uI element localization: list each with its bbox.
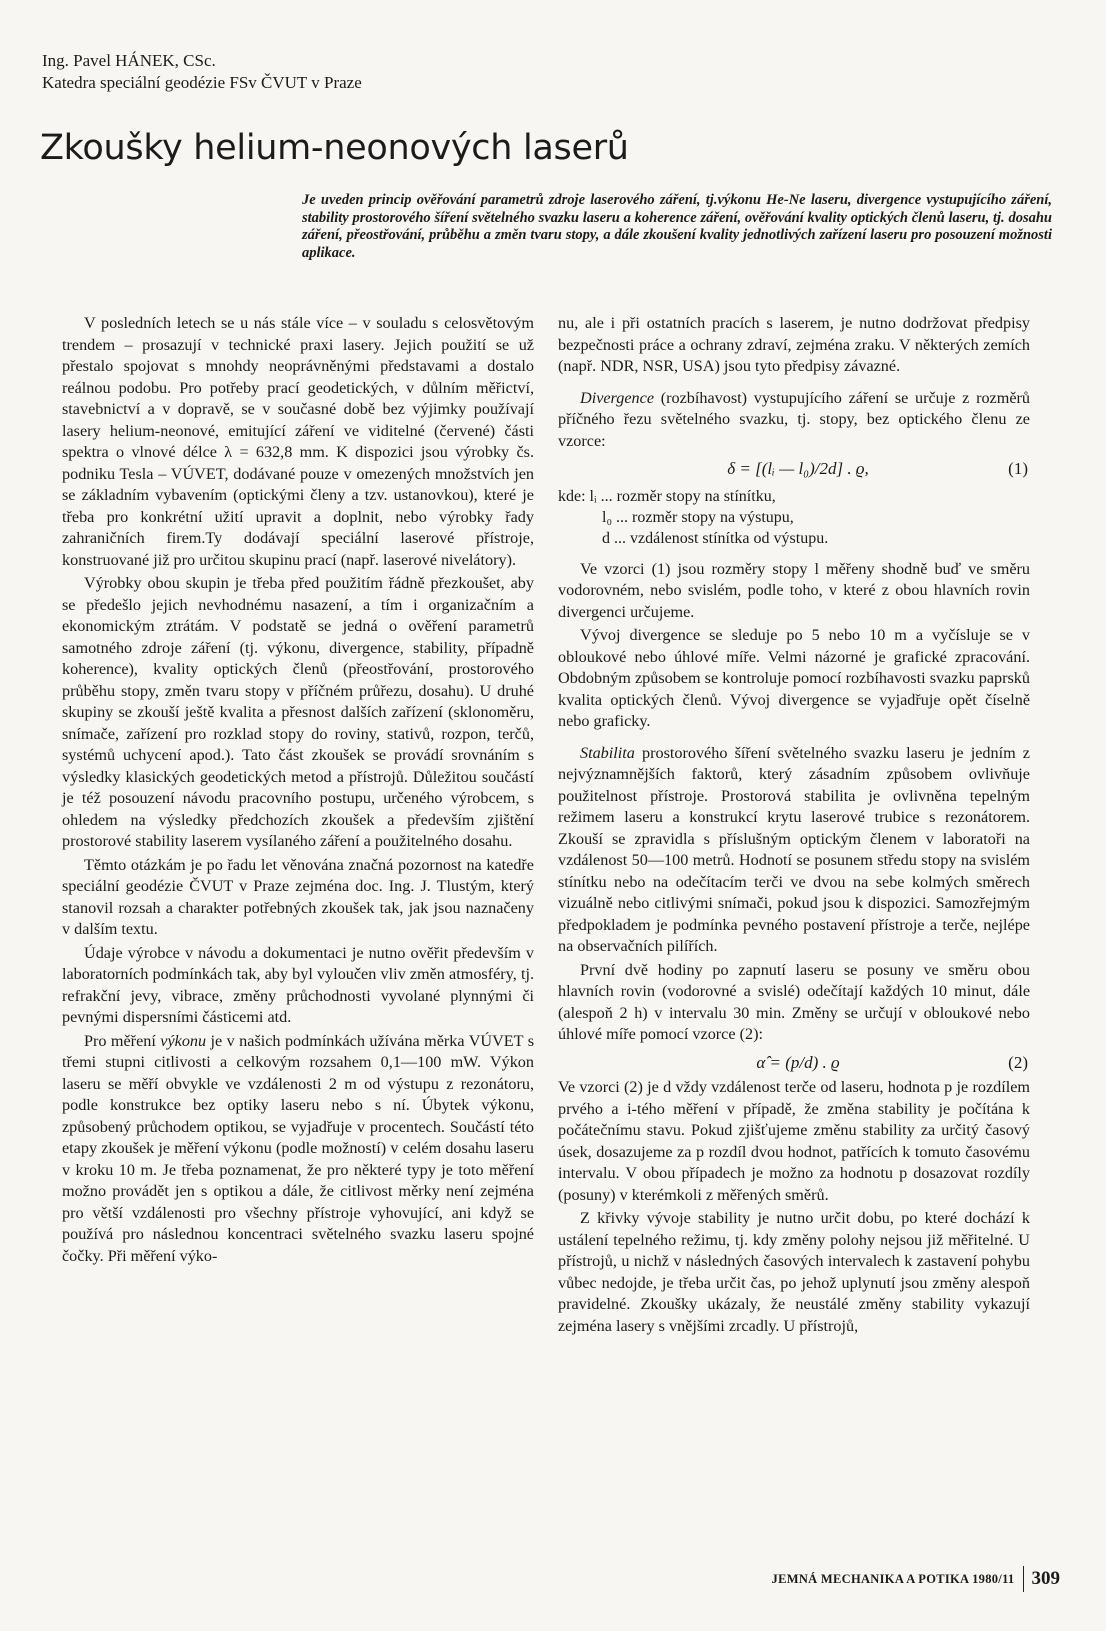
- legend-item: lᵢ ... rozměr stopy na stínítku,: [589, 487, 776, 505]
- term-divergence: Divergence: [580, 388, 654, 407]
- term-power: výkonu: [160, 1031, 207, 1050]
- right-column: [558, 313, 1030, 1339]
- paragraph: První dvě hodiny po zapnutí laseru se posuny ve směru obou hlavních rovin (vodorovné a svislé) odečítají každých 10 minut, dále (alespoň 2 h) v intervalu 30 min. Změny se určují v obloukové nebo úhlové míře pomocí vzorce (2):: [558, 960, 1030, 1043]
- paragraph: Vývoj divergence se sleduje po 5 nebo 10 m a vyčísluje se v obloukové nebo úhlové míře. Velmi názorné je grafické zpracování. Obdobným způsobem se kontroluje pomocí rozbíhavosti svazku paprsků kvalita optických členů. Vývoj divergence se vyjadřuje opět číselně nebo graficky.: [558, 626, 1030, 730]
- paragraph: Těmto otázkám je po řadu let věnována značná pozornost na katedře speciální geodézie ČVUT v Praze zejména doc. Ing. J. Tlustým, který stanovil rozsah a charakter potřebných zkoušek tak, jak jsou naznačeny v dalším textu.: [62, 855, 534, 938]
- paragraph: nu, ale i při ostatních pracích s laserem, je nutno dodržovat předpisy bezpečnosti práce a ochrany zdraví, zejména zraku. V některých zemích (např. NDR, NSR, USA) jsou tyto předpisy závazné.: [558, 314, 1030, 375]
- paragraph-stability: [558, 743, 1030, 958]
- formula-1-number: (1): [1008, 459, 1028, 478]
- formula-legend: [558, 486, 1030, 549]
- paragraph: Ve vzorci (1) jsou rozměry stopy l měřeny shodně buď ve směru vodorovném, nebo svislém, podle toho, v které z obou hlavních rovin divergenci určujeme.: [558, 559, 1030, 621]
- legend-item: l₀ ... rozměr stopy na výstupu,: [602, 508, 794, 526]
- paragraph: Výrobky obou skupin je třeba před použitím řádně přezkoušet, aby se předešlo jejich nevhodnému nasazení, a tím i organizačním a ekonomickým ztrátám. V podstatě se jedná o ověření parametrů samotného zdroje záření (tj. výkonu, divergence, stability, případně koherence), kvality optických členů (přeostřování, prostorového průběhu stopy, změn tvaru stopy v příčném průřezu, dosahu). U druhé skupiny se zkouší ještě kvalita a přesnost dalších zařízení (sklonoměru, snímače, zařízení pro rozklad stopy do roviny, stativů, rozpon, terčů, systémů uchycení apod.). Tato část zkoušek se provádí srovnáním s výsledky klasických geodetických metod a přístrojů. Důležitou součástí je též posouzení návodu pracovního postupu, určeného výrobcem, s ohledem na výsledky předchozích zkoušek a především zjištění prostorové stability laserem vysílaného záření a použitelného dosahu.: [62, 574, 534, 850]
- paragraph: Z křivky vývoje stability je nutno určit dobu, po které dochází k ustálení tepelného režimu, tj. kdy změny polohy nejsou již měřitelné. U přístrojů, u nichž v následných časových intervalech k zastavení pohybu vůbec nedojde, je třeba určit čas, po jehož uplynutí jsou změny alespoň pravidelné. Zkoušky ukázaly, že neustálé změny stability vykazují zejména lasery s vnějšími zrcadly. U přístrojů,: [558, 1209, 1030, 1335]
- formula-1-expression: δ = [(lᵢ — l₀)/2d] . ϱ,: [727, 459, 869, 478]
- term-stability: Stabilita: [580, 743, 635, 762]
- text-run: (rozbíhavost) vystupujícího záření se určuje z rozměrů příčného řezu světelného svazku, tj. stopy, bez optického členu ze vzorce:: [558, 388, 1030, 450]
- legend-item: d ... vzdálenost stínítka od výstupu.: [602, 529, 829, 547]
- page-number: 309: [1031, 1568, 1060, 1589]
- paragraph: V posledních letech se u nás stále více – v souladu s celosvětovým trendem – prosazují v technické praxi lasery. Jejich použití se už přestalo spojovat s mnohdy neoprávněnými představami a dostalo reálnou podobu. Pro potřeby prací geodetických, v důlním měřictví, stavebnictví a v dopravě, se v současné době bez výjimky používají lasery helium-neonové, emitující záření ve viditelné (červené) části spektra o vlnové délce λ = 632,8 mm. K dispozici jsou výrobky čs. podniku Tesla – VÚVET, dodávané pouze v omezených množstvích jen se základním vybavením (optickými členy a tzv. ustanovkou), které je třeba pro konkrétní užití upravit a doplnit, nebo výrobky řady zahraničních firem.Ty dodávají speciální laserové přístroje, konstruované již pro určitou skupinu prací (např. laserové nivelátory).: [62, 314, 534, 569]
- formula-2-number: (2): [1008, 1052, 1028, 1072]
- author-name: Ing. Pavel HÁNEK, CSc.: [42, 51, 216, 70]
- formula-1: [558, 458, 1030, 480]
- paragraph: Ve vzorci (2) je d vždy vzdálenost terče od laseru, hodnota p je rozdílem prvého a i-tého měření v případě, že změna stability je počítána k počátečnímu stavu. Pokud zjišťujeme změnu stability za určitý časový úsek, dosazujeme za p rozdíl dvou hodnot, patřících k tomuto časovému intervalu. V obou případech je možno za hodnotu p dosazovat rozdíly (posuny) v kterémkoli z měřených směrů.: [558, 1078, 1030, 1204]
- legend-row: [558, 486, 1030, 507]
- author-affiliation: Katedra speciální geodézie FSv ČVUT v Praze: [42, 73, 362, 92]
- paragraph-divergence: [558, 388, 1030, 453]
- paragraph: Údaje výrobce v návodu a dokumentaci je nutno ověřit především v laboratorních podmínkách tak, aby byl vyloučen vliv změn atmosféry, tj. refrakční jevy, vibrace, změny průchodnosti vyvolané plynnými či pevnými dispersními částicemi atd.: [62, 943, 534, 1026]
- formula-2: [558, 1052, 1030, 1074]
- text-run: prostorového šíření světelného svazku laseru je jedním z nejvýznamnějších faktorů, který zásadním způsobem ovlivňuje použitelnost přístroje. Prostorová stabilita je ovlivněna tepelným režimem laseru a konstrukcí krytu laserové trubice s rezonátorem. Zkouší se zpravidla s příslušným optickým členem v laboratoři na vzdálenost 50—100 metrů. Hodnotí se posunem středu stopy na svislém stínítku nebo na odečítacím terči ve dvou na sebe kolmých směrech vizuálně nebo citlivými snímači, pokud jsou k dispozici. Samozřejmým předpokladem je podmínka pevného postavení přístroje a terče, nejlépe na observačních pilířích.: [558, 743, 1030, 955]
- abstract: Je uveden princip ověřování parametrů zdroje laserového záření, tj.výkonu He-Ne laseru, divergence vystupujícího záření, stability prostorového šíření světelného svazku laseru a koherence záření, ověřování kvality optických členů laseru, tj. dosahu záření, přeostřování, průběhu a změn tvaru stopy, a dále zkoušení kvality jednotlivých zařízení laseru pro posouzení možnosti aplikace.: [302, 192, 1052, 261]
- text-run: je v našich podmínkách užívána měrka VÚVET s třemi stupni citlivosti a celkovým rozsahem 0,1—100 mW. Výkon laseru se měří obvykle ve vzdálenosti 2 m od výstupu z rezonátoru, podle konstrukce bez optiky laseru nebo s ní. Úbytek výkonu, způsobený průchodem optikou, se vyjadřuje v procentech. Součástí této etapy zkoušek je měření výkonu (podle možností) v celém dosahu laseru v kroku 10 m. Je třeba poznamenat, že pro některé typy je toto měření možno provádět jen s optikou a dále, že citlivost měrky není zejména pro větší vzdálenosti pro všechny přístroje vyhovující, ani když se používá pro následnou koncentraci světelného svazku laseru spojné čočky. Při měření výko-: [62, 1031, 534, 1265]
- legend-row: [558, 507, 1030, 528]
- left-column: [62, 313, 534, 1269]
- legend-label: kde:: [558, 487, 586, 505]
- text-run: Pro měření: [84, 1031, 161, 1050]
- journal-name: JEMNÁ MECHANIKA A POTIKA 1980/11: [771, 1571, 1015, 1586]
- legend-row: [558, 528, 1030, 549]
- page-footer: [730, 1566, 1060, 1592]
- article-title: Zkoušky helium-neonových laserů: [40, 128, 629, 168]
- author-block: [42, 50, 362, 94]
- footer-divider: [1023, 1566, 1024, 1592]
- paragraph-power: [62, 1031, 534, 1268]
- formula-2-expression: α̂ = (p/d) . ϱ: [756, 1052, 840, 1072]
